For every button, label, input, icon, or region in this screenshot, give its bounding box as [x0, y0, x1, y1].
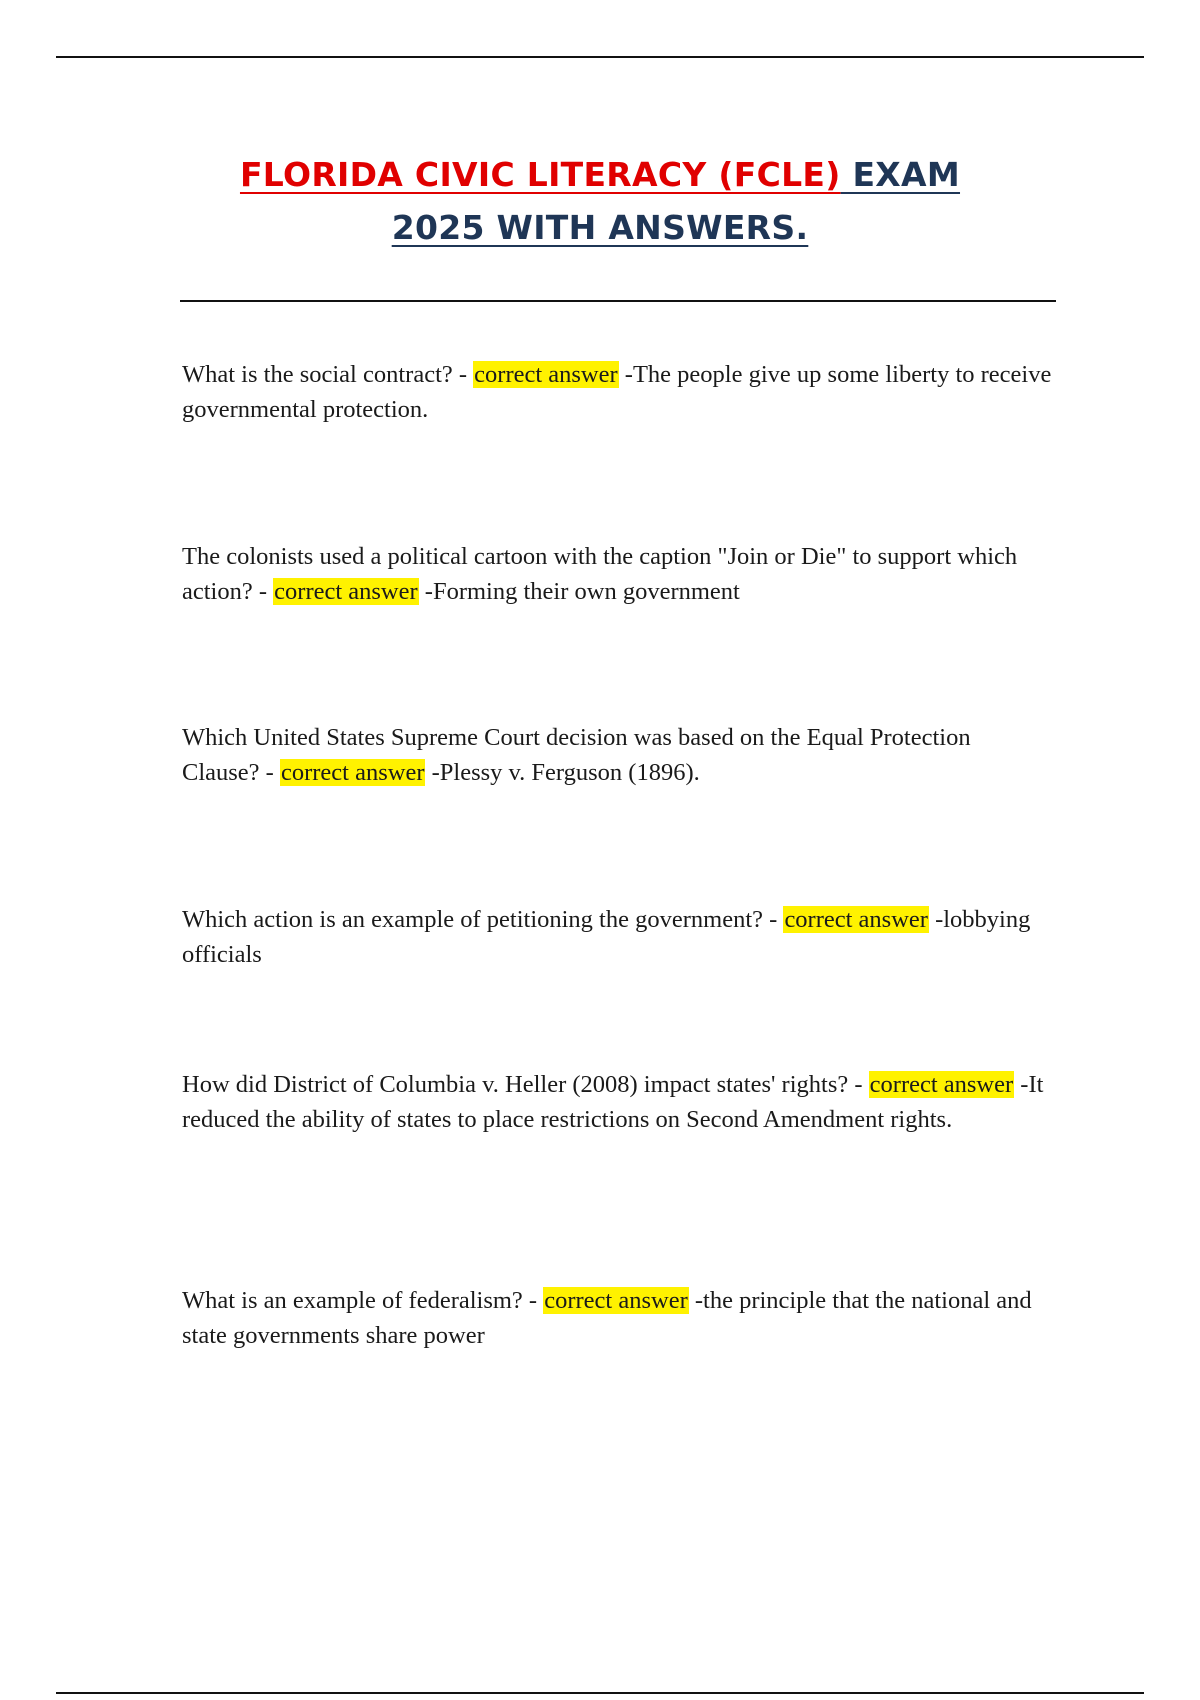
- page-top-rule: [56, 56, 1144, 58]
- qa-answer: -lobbying officials: [182, 906, 1031, 968]
- qa-correct-answer-tag: correct answer: [869, 1071, 1014, 1098]
- title-red-part: FLORIDA CIVIC LITERACY (FCLE): [239, 155, 841, 194]
- page-bottom-rule: [56, 1692, 1144, 1694]
- qa-correct-answer-tag: correct answer: [274, 577, 418, 605]
- qa-question: How did District of Columbia v. Heller (2008) impact states' rights? -: [182, 1071, 869, 1098]
- qa-question: Which action is an example of petitioning the government? -: [182, 906, 784, 933]
- qa-question: The colonists used a political cartoon with the caption "Join or Die" to support which action? -: [182, 543, 1018, 605]
- qa-question: What is an example of federalism? -: [182, 1287, 544, 1314]
- qa-answer: -Forming their own government: [418, 577, 740, 605]
- title-divider: [180, 300, 1056, 302]
- qa-answer: -the principle that the national and state governments share power: [182, 1287, 1032, 1349]
- qa-answer: -It reduced the ability of states to place restrictions on Second Amendment rights.: [182, 1071, 1044, 1133]
- qa-answer: -The people give up some liberty to receive governmental protection.: [182, 361, 1052, 423]
- qa-question: Which United States Supreme Court decision was based on the Equal Protection Clause? -: [182, 724, 971, 786]
- title-navy-part-2: 2025 WITH ANSWERS.: [391, 208, 809, 247]
- document-title: [160, 148, 1040, 254]
- qa-correct-answer-tag: correct answer: [474, 361, 618, 388]
- qa-question: What is the social contract? -: [182, 361, 474, 388]
- qa-answer: -Plessy v. Ferguson (1896).: [425, 758, 700, 786]
- title-navy-part-1: EXAM: [840, 155, 961, 194]
- qa-item: [182, 1284, 1052, 1353]
- qa-item: [182, 1068, 1052, 1137]
- qa-correct-answer-tag: correct answer: [280, 758, 425, 786]
- qa-correct-answer-tag: correct answer: [784, 906, 928, 933]
- qa-item: [182, 540, 1052, 609]
- qa-item: [182, 358, 1052, 427]
- qa-correct-answer-tag: correct answer: [544, 1287, 688, 1314]
- qa-item: [182, 721, 1052, 790]
- qa-item: [182, 903, 1052, 972]
